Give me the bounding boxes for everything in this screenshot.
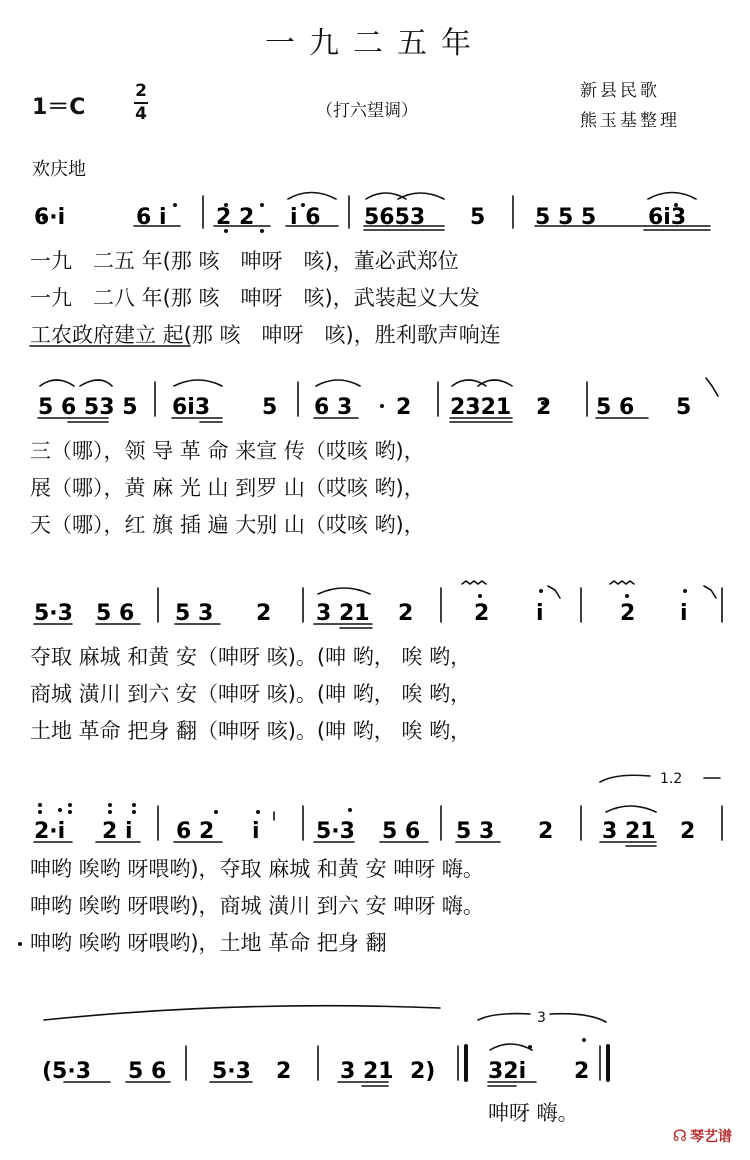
time-signature-top: 2 bbox=[135, 81, 147, 101]
note: 2 2 bbox=[216, 205, 255, 230]
lyric-line: 呻呀 嗨。 bbox=[488, 1101, 579, 1125]
note: 5·3 bbox=[34, 601, 73, 626]
lyric-line: 土地 革命 把身 翻（呻呀 咳)。(呻 哟， 唉 哟， bbox=[30, 719, 472, 743]
credit-origin: 新县民歌 bbox=[580, 81, 660, 101]
note: 2 bbox=[396, 395, 412, 420]
note: 5 6 bbox=[596, 395, 635, 420]
lyric-line: 一九 二五 年(那 咳 呻呀 咳)，董必武郑位 bbox=[30, 249, 459, 273]
lyric-line: 呻哟 唉哟 呀喂哟)，夺取 麻城 和黄 安 呻呀 嗨。 bbox=[30, 857, 484, 881]
note: 2·i bbox=[34, 819, 66, 844]
lyric-line: 一九 二八 年(那 咳 呻呀 咳)，武装起义大发 bbox=[30, 286, 480, 310]
note: 2 i bbox=[102, 819, 133, 844]
note: 2 bbox=[536, 395, 552, 420]
note: 6 2 bbox=[176, 819, 215, 844]
note: 32i bbox=[488, 1059, 527, 1084]
tempo-marking: 欢庆地 bbox=[32, 159, 86, 180]
note: 6 3 bbox=[314, 395, 353, 420]
note: 6i3 bbox=[172, 395, 211, 420]
mode-label: （打六望调） bbox=[316, 101, 418, 121]
lyric-line: 三（哪），领 导 革 命 来宣 传（哎咳 哟)， bbox=[30, 439, 425, 463]
logo-icon: ☊ bbox=[672, 1126, 687, 1145]
note: 5 6 bbox=[382, 819, 421, 844]
lyric-line: 天（哪），红 旗 插 遍 大别 山（哎咳 哟)， bbox=[30, 513, 425, 537]
note: 6·i bbox=[34, 205, 66, 230]
lyric-line: 夺取 麻城 和黄 安（呻呀 咳)。(呻 哟， 唉 哟， bbox=[30, 645, 472, 669]
credit-arranger: 熊玉基整理 bbox=[580, 111, 680, 131]
note: 5 6 bbox=[96, 601, 135, 626]
time-signature-bottom: 4 bbox=[135, 104, 147, 124]
note: 5 3 bbox=[175, 601, 214, 626]
note: 2321 bbox=[450, 395, 512, 420]
song-title: 一九二五年 bbox=[265, 26, 485, 61]
note: 2 bbox=[574, 1059, 590, 1084]
note: 3 21 bbox=[316, 601, 370, 626]
lyric-line: 工农政府建立 起(那 咳 呻呀 咳)，胜利歌声响连 bbox=[30, 323, 501, 347]
lyric-line: 商城 潢川 到六 安（呻呀 咳)。(呻 哟， 唉 哟， bbox=[30, 682, 472, 706]
note: i bbox=[536, 601, 544, 626]
note: 2 bbox=[276, 1059, 292, 1084]
footer-brand bbox=[673, 1126, 732, 1146]
lyric-line: 呻哟 唉哟 呀喂哟)，商城 潢川 到六 安 呻呀 嗨。 bbox=[30, 894, 484, 918]
triplet-label: 3 bbox=[537, 1010, 546, 1026]
note: 5 bbox=[676, 395, 692, 420]
note: 2 bbox=[398, 601, 414, 626]
note: i bbox=[252, 819, 260, 844]
note: 3 21 bbox=[602, 819, 656, 844]
volta-label: 1.2 bbox=[660, 771, 683, 787]
note: 5 bbox=[470, 205, 486, 230]
note: 5·3 bbox=[316, 819, 355, 844]
note: i bbox=[680, 601, 688, 626]
key-signature: 1＝C bbox=[32, 95, 86, 120]
note: 5 3 bbox=[456, 819, 495, 844]
note: 5·3 bbox=[212, 1059, 251, 1084]
note: 5 6 bbox=[128, 1059, 167, 1084]
note: 2 bbox=[538, 819, 554, 844]
note: 6i3 bbox=[648, 205, 687, 230]
lyric-line: 呻哟 唉哟 呀喂哟)，土地 革命 把身 翻 bbox=[30, 931, 387, 955]
brand-name: 琴艺谱 bbox=[690, 1129, 732, 1145]
note: 5 bbox=[262, 395, 278, 420]
note: 2) bbox=[410, 1059, 436, 1084]
note: 5 6 53 5 bbox=[38, 395, 138, 420]
note: 3 21 bbox=[340, 1059, 394, 1084]
note: 2 bbox=[680, 819, 696, 844]
note: 2 bbox=[256, 601, 272, 626]
note: 2 bbox=[474, 601, 490, 626]
note: 5 5 5 bbox=[535, 205, 597, 230]
note: 2 bbox=[620, 601, 636, 626]
system-3-marks bbox=[34, 581, 722, 628]
note: 5653 bbox=[364, 205, 426, 230]
note: 6 i bbox=[136, 205, 167, 230]
note: (5·3 bbox=[42, 1059, 92, 1084]
note: i 6 bbox=[290, 205, 321, 230]
lyric-line: 展（哪），黄 麻 光 山 到罗 山（哎咳 哟)， bbox=[30, 476, 425, 500]
